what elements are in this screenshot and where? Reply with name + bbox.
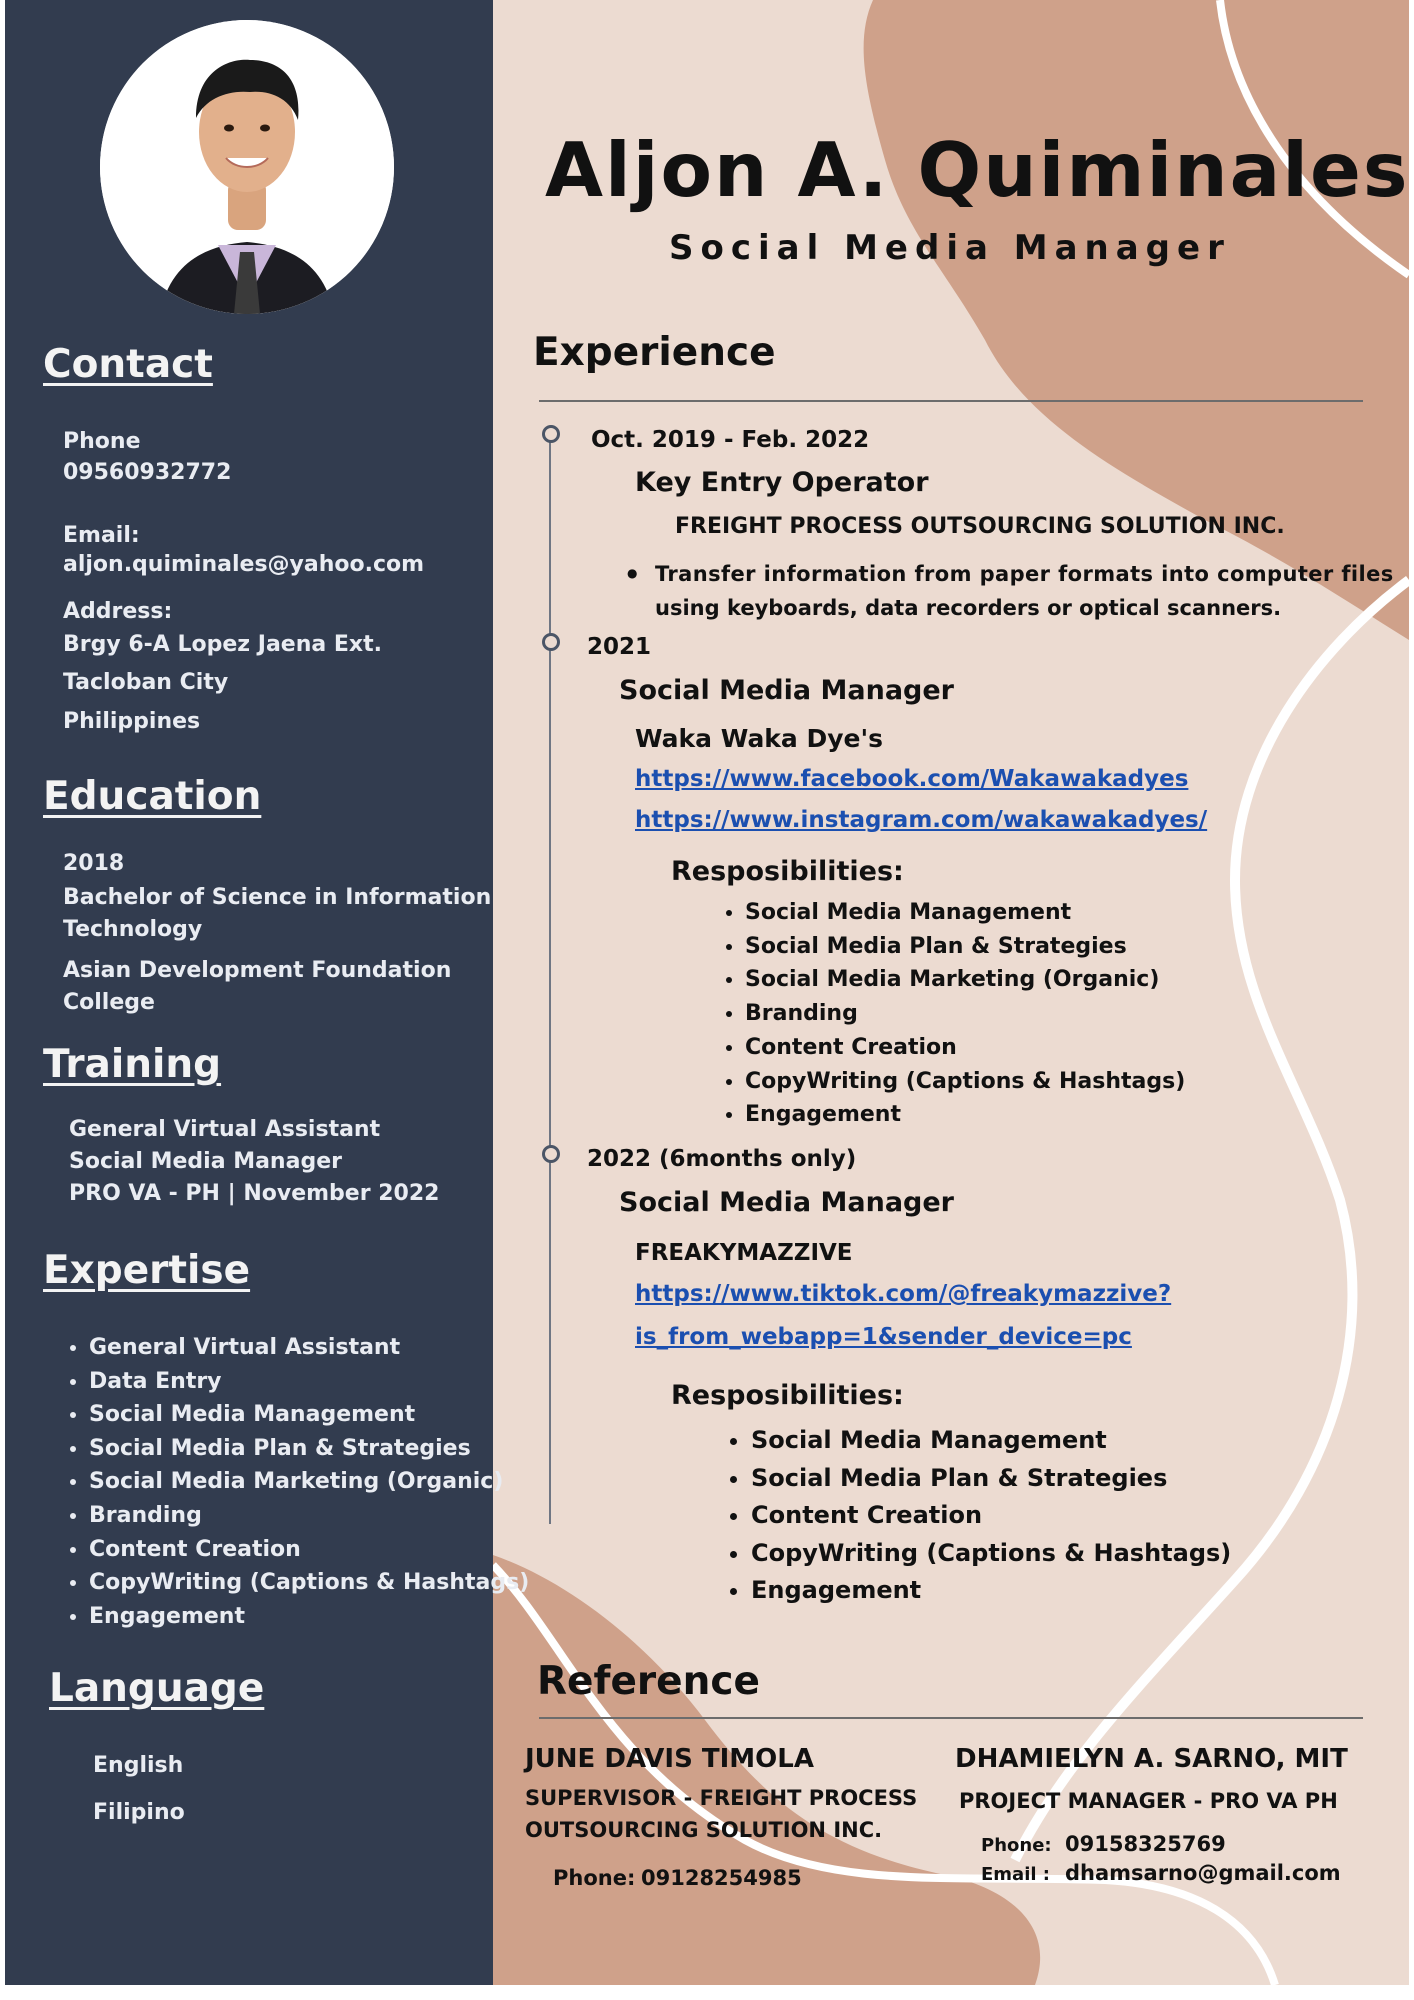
timeline-line (549, 434, 551, 1524)
responsibilities-heading: Resposibilities: (671, 1380, 904, 1411)
reference-position: SUPERVISOR - FREIGHT PROCESS (525, 1786, 918, 1810)
language-item: Filipino (93, 1800, 185, 1825)
training-line: General Virtual Assistant (69, 1117, 381, 1142)
education-school: College (63, 990, 155, 1015)
bullet-dot: ● (627, 566, 638, 580)
language-item: English (93, 1753, 184, 1778)
reference-position: PROJECT MANAGER - PRO VA PH (959, 1789, 1338, 1813)
responsibility-item: • CopyWriting (Captions & Hashtags) (751, 1535, 1231, 1573)
experience-divider (539, 400, 1363, 402)
phone-value: 09560932772 (63, 460, 232, 485)
responsibility-item: • Engagement (751, 1572, 1231, 1610)
expertise-heading: Expertise (43, 1248, 251, 1293)
responsibility-item: • Social Media Plan & Strategies (751, 1460, 1231, 1498)
expertise-item: • Social Media Management (89, 1398, 529, 1432)
reference-phone: 09128254985 (641, 1866, 802, 1890)
responsibility-item: • Social Media Marketing (Organic) (745, 963, 1185, 997)
expertise-item: • General Virtual Assistant (89, 1331, 529, 1365)
address-line: Tacloban City (63, 670, 229, 695)
job-company: FREAKYMAZZIVE (635, 1240, 853, 1266)
full-name: Aljon A. Quiminales (545, 126, 1409, 214)
responsibility-item: • CopyWriting (Captions & Hashtags) (745, 1065, 1185, 1099)
sidebar (5, 0, 530, 1985)
job-duty: using keyboards, data recorders or optical scanners. (655, 596, 1282, 620)
reference-phone: 09158325769 (1065, 1832, 1226, 1856)
responsibility-item: • Social Media Management (745, 896, 1185, 930)
person-avatar-icon (100, 20, 394, 314)
education-degree: Bachelor of Science in Information (63, 885, 492, 910)
timeline-node (542, 633, 560, 651)
resume-page (5, 0, 1409, 1985)
facebook-link[interactable]: https://www.facebook.com/Wakawakadyes (635, 766, 1189, 792)
experience-heading: Experience (533, 330, 776, 375)
training-heading: Training (43, 1042, 222, 1087)
responsibility-item: • Social Media Plan & Strategies (745, 930, 1185, 964)
language-heading: Language (49, 1666, 265, 1711)
email-value: aljon.quiminales@yahoo.com (63, 552, 425, 577)
training-line: PRO VA - PH | November 2022 (69, 1181, 440, 1206)
instagram-link[interactable]: https://www.instagram.com/wakawakadyes/ (635, 807, 1208, 833)
job-date: Oct. 2019 - Feb. 2022 (591, 427, 870, 453)
education-heading: Education (43, 774, 262, 819)
reference-email: dhamsarno@gmail.com (1065, 1861, 1341, 1885)
responsibilities-list (715, 896, 1185, 1132)
job-company: Waka Waka Dye's (635, 724, 884, 753)
reference-heading: Reference (537, 1659, 760, 1704)
phone-label: Phone (63, 429, 141, 454)
responsibility-item: • Branding (745, 997, 1185, 1031)
responsibility-item: • Content Creation (751, 1497, 1231, 1535)
responsibility-item: • Social Media Management (751, 1422, 1231, 1460)
reference-phone-label: Phone: (553, 1866, 636, 1890)
reference-email-label: Email : (981, 1864, 1051, 1885)
expertise-item: • Social Media Plan & Strategies (89, 1432, 529, 1466)
education-year: 2018 (63, 851, 125, 876)
reference-position: OUTSOURCING SOLUTION INC. (525, 1818, 883, 1842)
responsibilities-list (721, 1422, 1231, 1610)
contact-heading: Contact (43, 342, 213, 387)
job-duty: Transfer information from paper formats into computer files (655, 562, 1394, 586)
responsibility-item: • Content Creation (745, 1031, 1185, 1065)
expertise-item: • CopyWriting (Captions & Hashtags) (89, 1566, 529, 1600)
timeline-node (542, 425, 560, 443)
education-degree: Technology (63, 917, 203, 942)
expertise-item: • Content Creation (89, 1533, 529, 1567)
reference-name: JUNE DAVIS TIMOLA (525, 1744, 814, 1774)
job-role: Social Media Manager (619, 1187, 954, 1218)
expertise-item: • Social Media Marketing (Organic) (89, 1465, 529, 1499)
profile-photo (100, 20, 394, 314)
training-line: Social Media Manager (69, 1149, 342, 1174)
address-line: Philippines (63, 709, 201, 734)
expertise-item: • Engagement (89, 1600, 529, 1634)
tiktok-link[interactable]: https://www.tiktok.com/@freakymazzive? (635, 1281, 1172, 1307)
job-role: Key Entry Operator (635, 467, 929, 498)
reference-phone-label: Phone: (981, 1835, 1052, 1856)
responsibilities-heading: Resposibilities: (671, 856, 904, 887)
expertise-item: • Data Entry (89, 1365, 529, 1399)
reference-divider (539, 1717, 1363, 1719)
email-label: Email: (63, 523, 140, 548)
expertise-item: • Branding (89, 1499, 529, 1533)
job-date: 2022 (6months only) (587, 1146, 857, 1172)
responsibility-item: • Engagement (745, 1098, 1185, 1132)
education-school: Asian Development Foundation (63, 958, 452, 983)
job-company: FREIGHT PROCESS OUTSOURCING SOLUTION INC. (675, 514, 1285, 539)
address-line: Brgy 6-A Lopez Jaena Ext. (63, 632, 382, 657)
address-label: Address: (63, 599, 173, 624)
expertise-list (45, 1331, 529, 1633)
job-date: 2021 (587, 634, 652, 660)
tiktok-link-continued[interactable]: is_from_webapp=1&sender_device=pc (635, 1324, 1132, 1350)
job-title: Social Media Manager (669, 228, 1231, 268)
timeline-node (542, 1145, 560, 1163)
job-role: Social Media Manager (619, 675, 954, 706)
reference-name: DHAMIELYN A. SARNO, MIT (955, 1744, 1348, 1774)
